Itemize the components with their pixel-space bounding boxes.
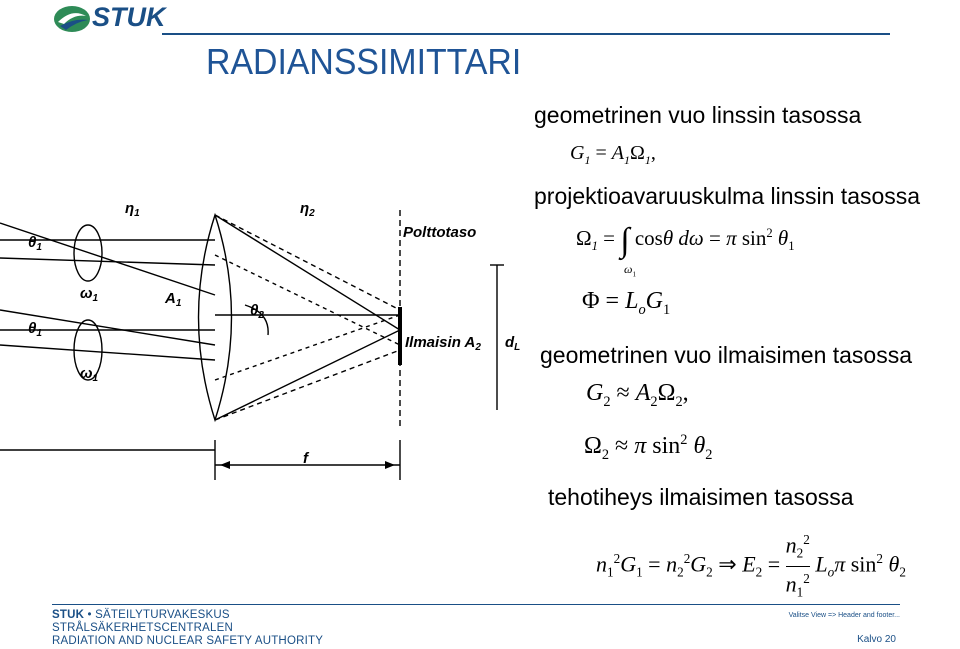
text-irradiance: tehotiheys ilmaisimen tasossa xyxy=(548,484,854,510)
text-projected-solid-angle: projektioavaruuskulma linssin tasossa xyxy=(534,183,921,209)
text-lens-flux: geometrinen vuo linssin tasossa xyxy=(534,102,862,128)
arrowhead xyxy=(385,461,395,469)
label-theta1-upper: $\theta_1$ xyxy=(28,234,42,253)
label-theta1-lower: $\theta_1$ xyxy=(28,320,42,339)
ray-line xyxy=(215,215,400,310)
ray-line xyxy=(215,350,400,420)
arrowhead xyxy=(220,461,230,469)
label-f: f xyxy=(303,450,308,467)
radiometer-diagram xyxy=(0,195,530,485)
ray-line xyxy=(215,255,400,345)
formula-irradiance: $n_1^2G_1 = n_2^2G_2$ ⇒ $E_2$ = $\frac{n_2^2}{n_1^2}$ $L_o\pi$ $\sin^2 \theta_2$ xyxy=(596,528,906,604)
label-eta1: $\eta_1$ xyxy=(125,200,140,219)
formula-G2: $G_2 \approx A_2\Omega_2$, xyxy=(586,380,689,410)
label-dL: $d_L$ xyxy=(505,334,521,353)
label-detector: Ilmaisin $A_2$ xyxy=(405,334,481,353)
formula-omega1: $\Omega_1$ = ∫ cosθ dω = π $\sin^2 \theta_1$ xyxy=(576,222,795,259)
footer-org-line2: STRÅLSÄKERHETSCENTRALEN xyxy=(52,622,233,634)
footer-org-line1: STUK • SÄTEILYTURVAKESKUS xyxy=(52,609,230,621)
label-omega1-lower: $\omega_1$ xyxy=(80,365,99,384)
label-focal-plane: Polttotaso xyxy=(403,224,477,241)
stuk-logo-mark-icon xyxy=(52,4,92,34)
label-omega1-upper: $\omega_1$ xyxy=(80,285,99,304)
ray-line xyxy=(0,345,215,360)
label-theta2: $\theta_2$ xyxy=(250,302,264,321)
formula-G1: $G_1 = A_1\Omega_1$, xyxy=(570,142,656,167)
ray-line xyxy=(215,330,400,420)
formula-omega2: $\Omega_2 \approx \pi$ $\sin^2 \theta_2$ xyxy=(584,432,713,463)
footer-org-line3: RADIATION AND NUCLEAR SAFETY AUTHORITY xyxy=(52,635,324,647)
formula-phi: $\Phi = L_oG_1$ xyxy=(582,288,671,318)
label-eta2: $\eta_2$ xyxy=(300,200,315,219)
formula-omega1-limit: $\omega_1$ xyxy=(624,262,637,279)
footer-hint: Valitse View => Header and footer... xyxy=(788,612,900,619)
header-rule xyxy=(162,33,890,35)
ray-line xyxy=(215,215,400,330)
footer-rule xyxy=(52,604,900,605)
logo-text: STUK xyxy=(92,2,166,32)
label-A1: $A_1$ xyxy=(165,290,182,309)
slide-number: Kalvo 20 xyxy=(857,634,896,645)
page-title: RADIANSSIMITTARI xyxy=(206,41,522,82)
text-detector-flux: geometrinen vuo ilmaisimen tasossa xyxy=(540,342,913,368)
ray-line xyxy=(215,315,400,380)
lens-shape xyxy=(199,215,232,420)
